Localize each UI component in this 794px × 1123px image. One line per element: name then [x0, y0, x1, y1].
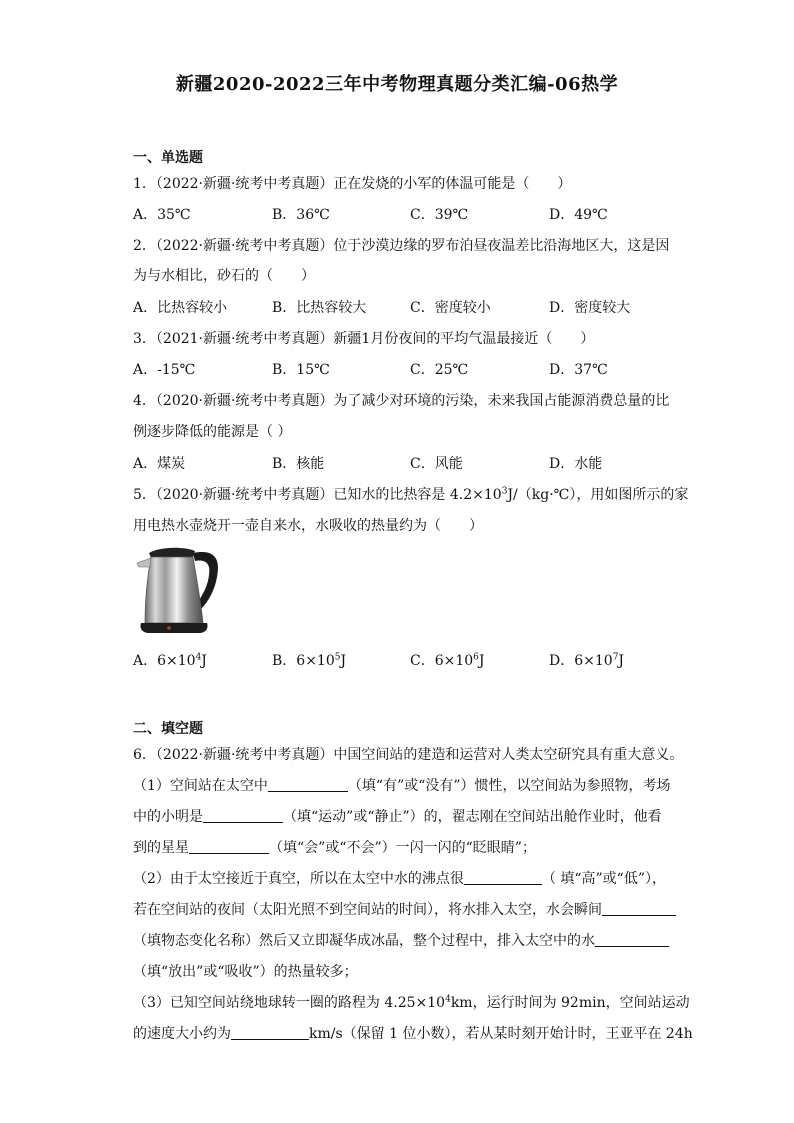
question-6-part-2-line-3: （填物态变化名称）然后又立即凝华成冰晶，整个过程中，排入太空中的水 — [133, 930, 669, 950]
question-6-part-2-line-1: （2）由于太空接近于真空，所以在太空中水的沸点很 （ 填“高”或“低”）， — [133, 871, 666, 887]
question-3-options — [133, 359, 693, 379]
question-6-part-2-line-4: （填“放出”或“吸收”）的热量较多； — [133, 964, 358, 980]
electric-kettle-image — [131, 543, 223, 637]
option-b: B．36℃ — [272, 207, 330, 223]
option-d: D．37℃ — [549, 362, 608, 378]
answer-blank[interactable] — [231, 1025, 309, 1040]
option-b: B．15℃ — [272, 362, 330, 378]
option-a: A．比热容较小 — [133, 300, 228, 316]
section-heading-single-choice: 一、单选题 — [133, 150, 203, 166]
question-2-line-1: 2．（2022·新疆·统考中考真题）位于沙漠边缘的罗布泊昼夜温差比沿海地区大，这是因 — [133, 238, 670, 254]
option-a: A．煤炭 — [133, 456, 186, 472]
question-5-line-2: 用电热水壶烧开一壶自来水，水吸收的热量约为（ ） — [133, 518, 483, 534]
question-6-intro: 6．（2022·新疆·统考中考真题）中国空间站的建造和运营对人类太空研究具有重大意义。 — [133, 747, 684, 763]
question-4-line-2: 例逐步降低的能源是（ ） — [133, 424, 292, 440]
section-heading-fill-in: 二、填空题 — [133, 721, 203, 737]
option-d: D．密度较大 — [549, 300, 631, 316]
question-6-part-1-line-3: 到的星星 （填“会”或“不会”）一闪一闪的“眨眼睛”； — [133, 840, 536, 856]
option-b: B．$6\times 10^5J$ — [272, 652, 347, 669]
option-a: A．-15℃ — [133, 362, 196, 378]
answer-blank[interactable] — [189, 839, 269, 854]
page-title: 新疆2020-2022三年中考物理真题分类汇编-06热学 — [175, 74, 619, 95]
question-2-options — [133, 297, 693, 317]
option-d: D．$6\times 10^7J$ — [549, 652, 625, 669]
option-c: C．39℃ — [410, 207, 469, 223]
option-b: B．比热容较大 — [272, 300, 367, 316]
option-c: C．25℃ — [410, 362, 469, 378]
option-b: B．核能 — [272, 456, 325, 472]
option-c: C．密度较小 — [410, 300, 491, 316]
answer-blank[interactable] — [268, 777, 348, 792]
question-6-part-1-line-2: 中的小明是 （填“运动”或“静止”）的，翟志刚在空间站出舱作业时，他看 — [133, 809, 662, 825]
question-6-part-3-line-1: （3）已知空间站绕地球转一圈的路程为 $4.25\times 10^4km$，运行时间为 92min，空间站运动 — [133, 994, 690, 1011]
option-c: C．风能 — [410, 456, 463, 472]
question-6-part-1-line-1: （1）空间站在太空中 （填“有”或“没有”）惯性，以空间站为参照物，考场 — [133, 778, 671, 794]
question-5-line-1: 5．（2020·新疆·统考中考真题）已知水的比热容是 $4.2\times 10^3J/(kg\cdot℃)$，用如图所示的家 — [133, 486, 689, 503]
option-d: D．水能 — [549, 456, 603, 472]
question-5-options — [133, 650, 693, 670]
answer-blank[interactable] — [595, 932, 669, 947]
question-1-text: 1．（2022·新疆·统考中考真题）正在发烧的小军的体温可能是（ ） — [133, 176, 572, 192]
question-3-text: 3．（2021·新疆·统考中考真题）新疆1月份夜间的平均气温最接近（ ） — [133, 331, 595, 347]
answer-blank[interactable] — [203, 808, 283, 823]
question-4-line-1: 4．（2020·新疆·统考中考真题）为了减少对环境的污染，未来我国占能源消费总量的比 — [133, 393, 670, 409]
question-4-options — [133, 453, 693, 473]
answer-blank[interactable] — [464, 870, 542, 885]
option-c: C．$6\times 10^6J$ — [410, 652, 485, 669]
question-2-line-2: 为与水相比，砂石的（ ） — [133, 268, 315, 284]
option-a: A．35℃ — [133, 207, 191, 223]
question-1-options — [133, 204, 693, 224]
answer-blank[interactable] — [602, 901, 676, 916]
option-a: A．$6\times 10^4J$ — [133, 652, 207, 669]
option-d: D．49℃ — [549, 207, 608, 223]
question-6-part-3-line-2: 的速度大小约为 km/s（保留 1 位小数），若从某时刻开始计时，王亚平在 24h — [133, 1026, 693, 1042]
question-6-part-2-line-2: 若在空间站的夜间（太阳光照不到空间站的时间），将水排入太空，水会瞬间 — [133, 899, 676, 919]
